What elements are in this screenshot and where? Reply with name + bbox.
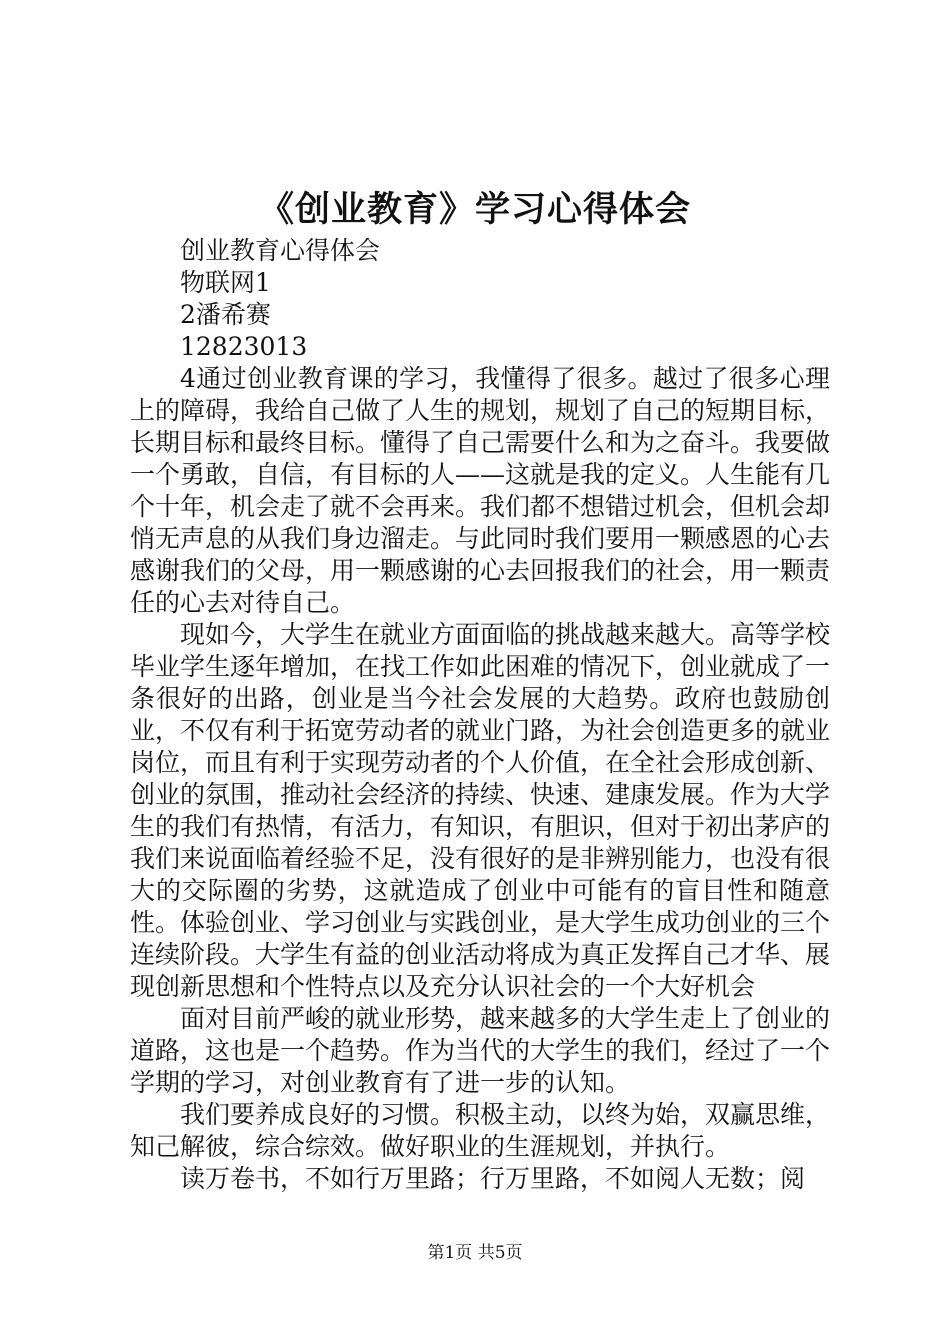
class-line: 物联网1 [180,268,271,297]
author-line: 2潘希赛 [180,300,271,329]
paragraph-5: 读万卷书，不如行万里路；行万里路，不如阅人无数；阅 [180,1164,806,1193]
paragraph-2: 现如今，大学生在就业方面面临的挑战越来越大。高等学校毕业学生逐年增加，在找工作如此困难的情况下，创业就成了一条很好的出路，创业是当今社会发展的大趋势。政府也鼓励创业，不仅有利于拓宽劳动者的就业门路，为社会创造更多的就业岗位，而且有利于实现劳动者的个人价值，在全社会形成创新、创业的氛围，推动社会经济的持续、快速、建康发展。作为大学生的我们有热情，有活力，有知识，有胆识，但对于初出茅庐的我们来说面临着经验不足，没有很好的是非辨别能力，也没有很大的交际圈的劣势，这就造成了创业中可能有的盲目性和随意性。体验创业、学习创业与实践创业，是大学生成功创业的三个连续阶段。大学生有益的创业活动将成为真正发挥自己才华、展现创新思想和个性特点以及充分认识社会的一个大好机会 [130,620,831,1001]
document-title: 《创业教育》学习心得体会 [258,189,691,230]
paragraph-4: 我们要养成良好的习惯。积极主动，以终为始，双赢思维，知己解彼，综合综效。做好职业的生涯规划，并执行。 [130,1100,831,1161]
document-body [130,235,830,1195]
paragraph-1: 4通过创业教育课的学习，我懂得了很多。越过了很多心理上的障碍，我给自己做了人生的规划，规划了自己的短期目标，长期目标和最终目标。懂得了自己需要什么和为之奋斗。我要做一个勇敢，自信，有目标的人——这就是我的定义。人生能有几个十年，机会走了就不会再来。我们都不想错过机会，但机会却悄无声息的从我们身边溜走。与此同时我们要用一颗感恩的心去感谢我们的父母，用一颗感谢的心去回报我们的社会，用一颗责任的心去对待自己。 [130,364,831,617]
subtitle-line: 创业教育心得体会 [180,236,381,265]
student-id-line: 12823013 [180,332,308,361]
paragraph-3: 面对目前严峻的就业形势，越来越多的大学生走上了创业的道路，这也是一个趋势。作为当代的大学生的我们，经过了一个学期的学习，对创业教育有了进一步的认知。 [130,1004,831,1097]
page-footer: 第1页 共5页 [427,1243,523,1263]
